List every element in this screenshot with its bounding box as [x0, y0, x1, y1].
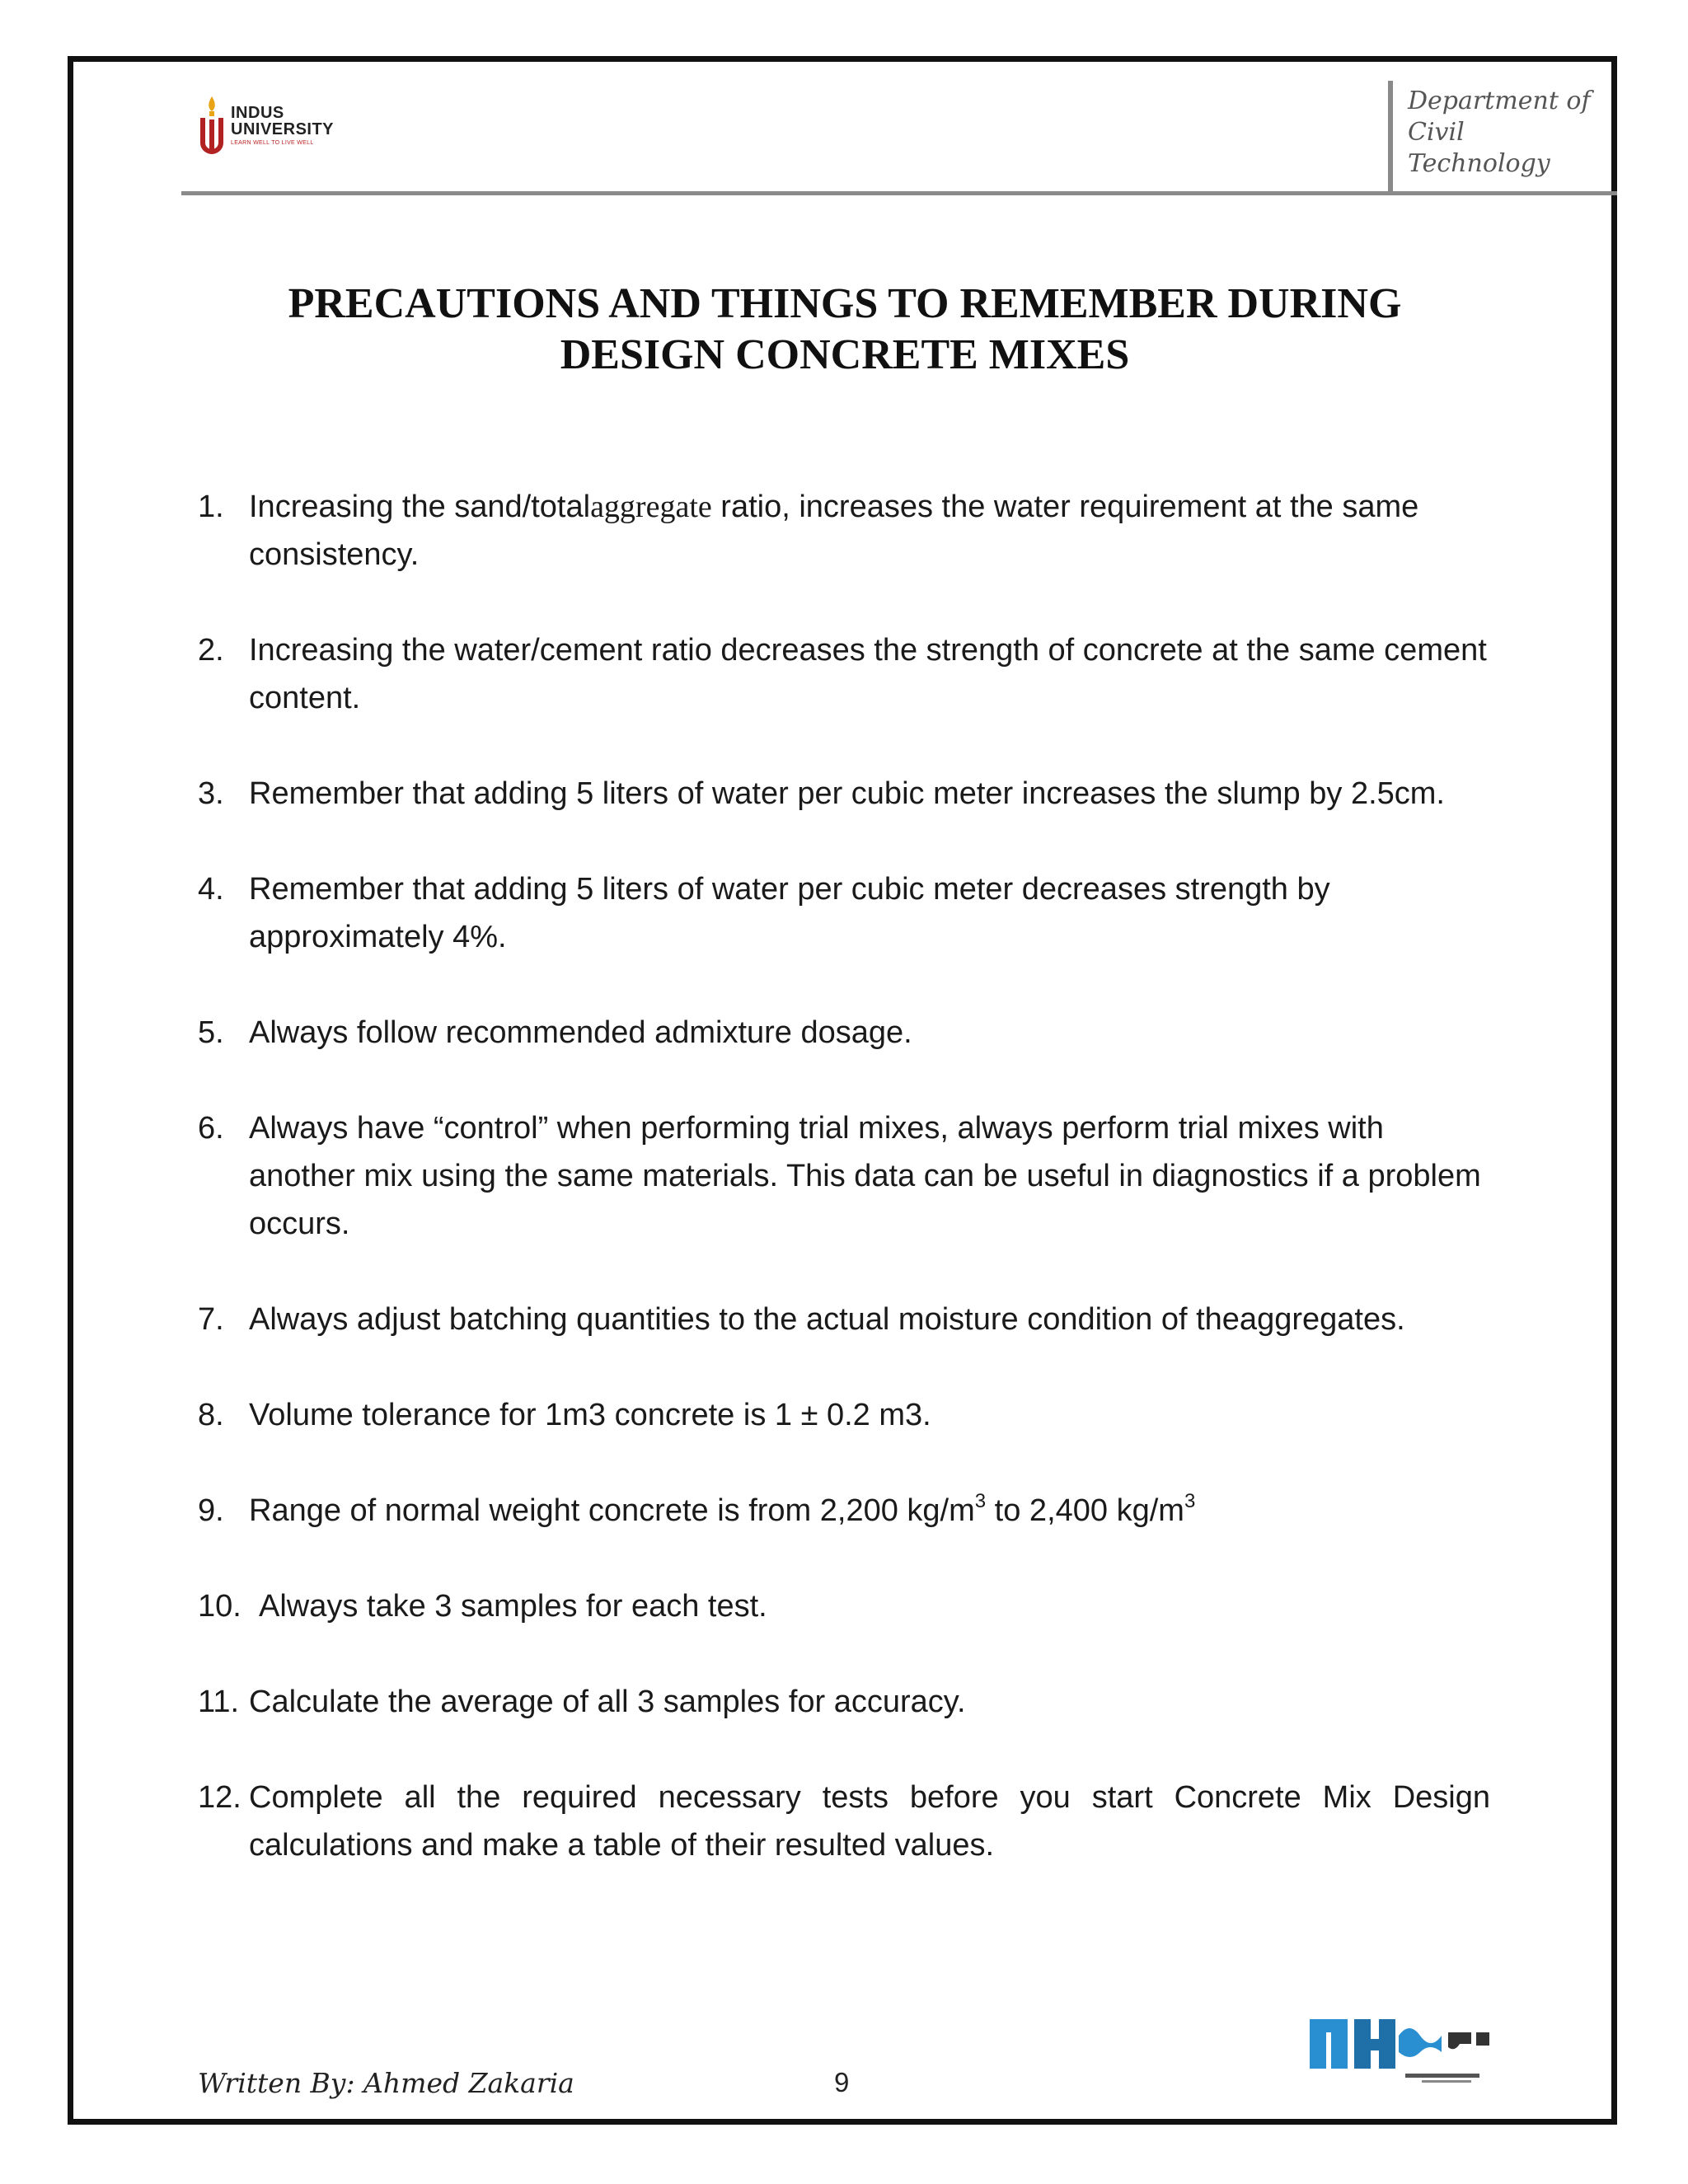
list-item	[198, 1391, 1490, 1439]
title-line1: PRECAUTIONS AND THINGS TO REMEMBER DURING	[288, 280, 1402, 327]
item-number: 6.	[198, 1111, 224, 1146]
list-item	[198, 1582, 1490, 1630]
page-number: 9	[834, 2067, 850, 2097]
logo-tagline: LEARN WELL TO LIVE WELL	[231, 140, 314, 146]
item-number: 1.	[198, 490, 224, 524]
item-text: Volume tolerance for 1m3 concrete is 1 ± 0.2 m3.	[249, 1398, 931, 1432]
item-text-part: Range of normal weight concrete is from 2,200 kg/m	[249, 1493, 975, 1528]
item-text: Remember that adding 5 liters of water per cubic meter decreases strength by approximately 4%.	[249, 872, 1330, 954]
item-text-part: ratio, increases the water requirement at the same consistency.	[249, 490, 1419, 572]
list-item	[198, 1296, 1490, 1343]
item-text-part: to 2,400 kg/m	[986, 1493, 1184, 1528]
superscript-3: 3	[974, 1490, 987, 1512]
item-text-serif-part: aggregate	[590, 490, 712, 524]
item-number: 9.	[198, 1493, 224, 1528]
item-text: Increasing the water/cement ratio decreases the strength of concrete at the same cement content.	[249, 633, 1487, 715]
logo-name-line1: INDUS	[231, 104, 284, 122]
list-item	[198, 1774, 1490, 1869]
item-number: 3.	[198, 776, 224, 811]
superscript-3: 3	[1184, 1490, 1196, 1512]
item-text	[249, 483, 1490, 579]
page-title	[198, 279, 1492, 381]
list-item	[198, 483, 1490, 579]
department-label	[1408, 86, 1606, 180]
item-number: 5.	[198, 1015, 224, 1050]
list-item	[198, 626, 1490, 722]
item-text: Remember that adding 5 liters of water per cubic meter increases the slump by 2.5cm.	[249, 776, 1445, 811]
item-text: Always have “control” when performing trial mixes, always perform trial mixes with another mix using the same materials. This data can be useful in diagnostics if a problem occurs.	[249, 1111, 1481, 1241]
indus-university-logo	[198, 92, 359, 158]
item-number: 8.	[198, 1398, 224, 1432]
list-item	[198, 1009, 1490, 1057]
title-line2: DESIGN CONCRETE MIXES	[560, 331, 1130, 378]
item-text	[249, 1487, 1490, 1535]
university-crest-icon	[198, 95, 226, 156]
header-rule	[181, 191, 1617, 195]
item-number: 2.	[198, 633, 224, 668]
item-number: 10.	[198, 1589, 241, 1624]
item-text: Calculate the average of all 3 samples for accuracy.	[249, 1685, 966, 1719]
logo-name-line2: UNIVERSITY	[231, 120, 335, 138]
item-number: 7.	[198, 1302, 224, 1337]
department-line3: Technology	[1408, 149, 1550, 178]
department-line1: Department of	[1408, 87, 1591, 115]
item-text: Always take 3 samples for each test.	[259, 1589, 767, 1624]
list-item	[198, 770, 1490, 818]
item-text-part: Increasing the sand/total	[249, 490, 591, 524]
department-line2: Civil	[1408, 118, 1465, 147]
list-item	[198, 865, 1490, 961]
item-number: 11.	[198, 1685, 240, 1719]
list-item	[198, 1104, 1490, 1248]
item-text: Complete all the required necessary tests before you start Concrete Mix Design calculations and make a table of their resulted values.	[249, 1780, 1490, 1863]
company-logo-icon	[1306, 2011, 1496, 2089]
item-text: Always follow recommended admixture dosage.	[249, 1015, 912, 1050]
list-item	[198, 1487, 1490, 1535]
list-item	[198, 1678, 1490, 1726]
item-number: 12.	[198, 1780, 241, 1815]
precautions-list	[198, 483, 1490, 1869]
footer-author: Written By: Ahmed Zakaria	[198, 2067, 574, 2099]
item-text: Always adjust batching quantities to the actual moisture condition of theaggregates.	[249, 1302, 1405, 1337]
header-vertical-divider	[1388, 81, 1393, 191]
item-number: 4.	[198, 872, 224, 907]
